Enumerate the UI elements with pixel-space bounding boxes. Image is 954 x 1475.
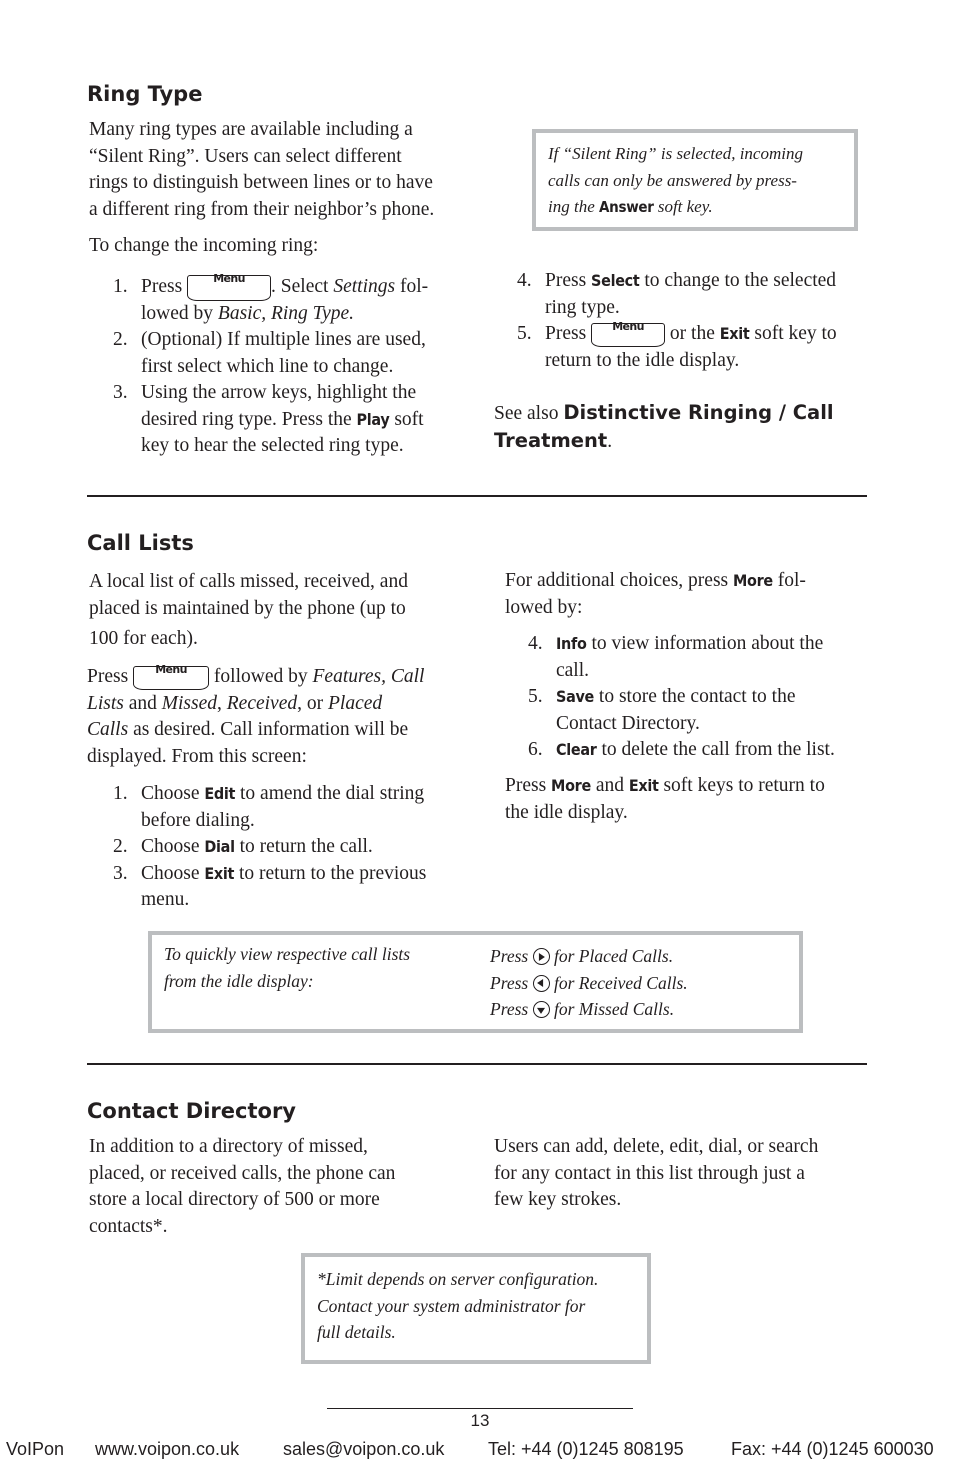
call-lists-steps-left (113, 781, 483, 914)
more-softkey-label: More (551, 776, 591, 795)
limit-note: *Limit depends on server configuration. Contact your system administrator for full details. (301, 1253, 651, 1364)
exit-softkey-label: Exit (628, 776, 659, 795)
ring-type-steps-right (517, 268, 877, 374)
more-softkey-label: More (733, 571, 773, 590)
call-lists-intro: A local list of calls missed, received, and placed is maintained by the phone (up to 100 for each). (89, 571, 408, 649)
footer-rule (327, 1408, 633, 1409)
right-arrow-icon (533, 948, 550, 965)
list-item: 1. Choose Edit to amend the dial string before dialing. (113, 783, 425, 831)
section-heading-contact-directory: Contact Directory (87, 1099, 296, 1123)
contact-directory-right-text: Users can add, delete, edit, dial, or search for any contact in this list through just a few key strokes. (494, 1136, 819, 1210)
ring-type-steps-left (113, 271, 473, 460)
return-text: Press More and Exit soft keys to return to the idle display. (505, 775, 825, 823)
see-also: See also Distinctive Ringing / Call Treatment. (494, 401, 834, 452)
call-lists-quick-view-note: To quickly view respective call lists from the idle display: Press for Placed Calls. Press for Received Calls. Press for Missed Calls. (148, 931, 803, 1033)
section-divider (87, 495, 867, 497)
down-arrow-icon (533, 1001, 550, 1018)
list-item: 3. Choose Exit to return to the previous menu. (113, 862, 427, 910)
list-item: 4. Press Select to change to the selected ring type. (517, 270, 837, 318)
more-choices-text: For additional choices, press More fol- lowed by: (505, 570, 806, 618)
left-arrow-icon (533, 975, 550, 992)
silent-ring-note: If “Silent Ring” is selected, incoming calls can only be answered by press- ing the Answer soft key. (532, 129, 858, 231)
page-number: 13 (470, 1411, 490, 1430)
call-lists-instructions: Press Menu followed by Features, Call Lists and Missed, Received, or Placed Calls as desired. Call information will be displayed. From this screen: (87, 662, 425, 767)
exit-softkey-label: Exit (719, 324, 750, 343)
clear-softkey-label: Clear (556, 740, 597, 759)
list-item: 5. Press Menu or the Exit soft key to return to the idle display. (517, 319, 837, 371)
section-heading-ring-type: Ring Type (87, 82, 203, 106)
list-item: 2. (Optional) If multiple lines are used, first select which line to change. (113, 329, 426, 377)
footer-website-link[interactable]: www.voipon.co.uk (95, 1439, 240, 1459)
menu-key-icon: Menu (187, 275, 271, 301)
list-item: 3. Using the arrow keys, highlight the desired ring type. Press the Play soft key to hear the selected ring type. (113, 382, 424, 457)
list-item: 1. Press Menu . Select Settings fol- lowed by Basic, Ring Type. (113, 271, 429, 324)
see-also-link[interactable]: Treatment (494, 428, 608, 452)
save-softkey-label: Save (556, 687, 595, 706)
list-item: 6. Clear to delete the call from the list. (528, 739, 835, 760)
see-also-link[interactable]: Distinctive Ringing / Call (563, 401, 834, 424)
answer-softkey-label: Answer (599, 198, 654, 216)
section-divider (87, 1063, 867, 1065)
footer-tel: Tel: +44 (0)1245 808195 (488, 1439, 684, 1459)
menu-key-icon: Menu (133, 666, 209, 690)
section-heading-call-lists: Call Lists (87, 531, 194, 555)
footer-company: VoIPon (6, 1439, 65, 1459)
exit-softkey-label: Exit (204, 863, 235, 883)
menu-key-icon: Menu (591, 323, 665, 347)
footer-email-link[interactable]: sales@voipon.co.uk (283, 1439, 445, 1459)
list-item: 4. Info to view information about the call. (528, 633, 824, 681)
select-softkey-label: Select (591, 271, 640, 290)
edit-softkey-label: Edit (204, 784, 236, 803)
play-softkey-label: Play (356, 409, 390, 429)
ring-type-intro: Many ring types are available including a “Silent Ring”. Users can select different rings to distinguish between lines or to have a different ring from their neighbor’s phone. (89, 119, 435, 220)
list-item: 2. Choose Dial to return the call. (113, 836, 373, 857)
dial-softkey-label: Dial (204, 837, 235, 856)
list-item: 5. Save to store the contact to the Contact Directory. (528, 686, 796, 734)
call-lists-steps-right (528, 631, 888, 764)
to-change-text: To change the incoming ring: (89, 235, 319, 256)
footer-fax: Fax: +44 (0)1245 600030 (731, 1439, 934, 1459)
contact-directory-left-text: In addition to a directory of missed, placed, or received calls, the phone can store a local directory of 500 or more contacts*. (89, 1136, 396, 1237)
info-softkey-label: Info (556, 634, 587, 653)
